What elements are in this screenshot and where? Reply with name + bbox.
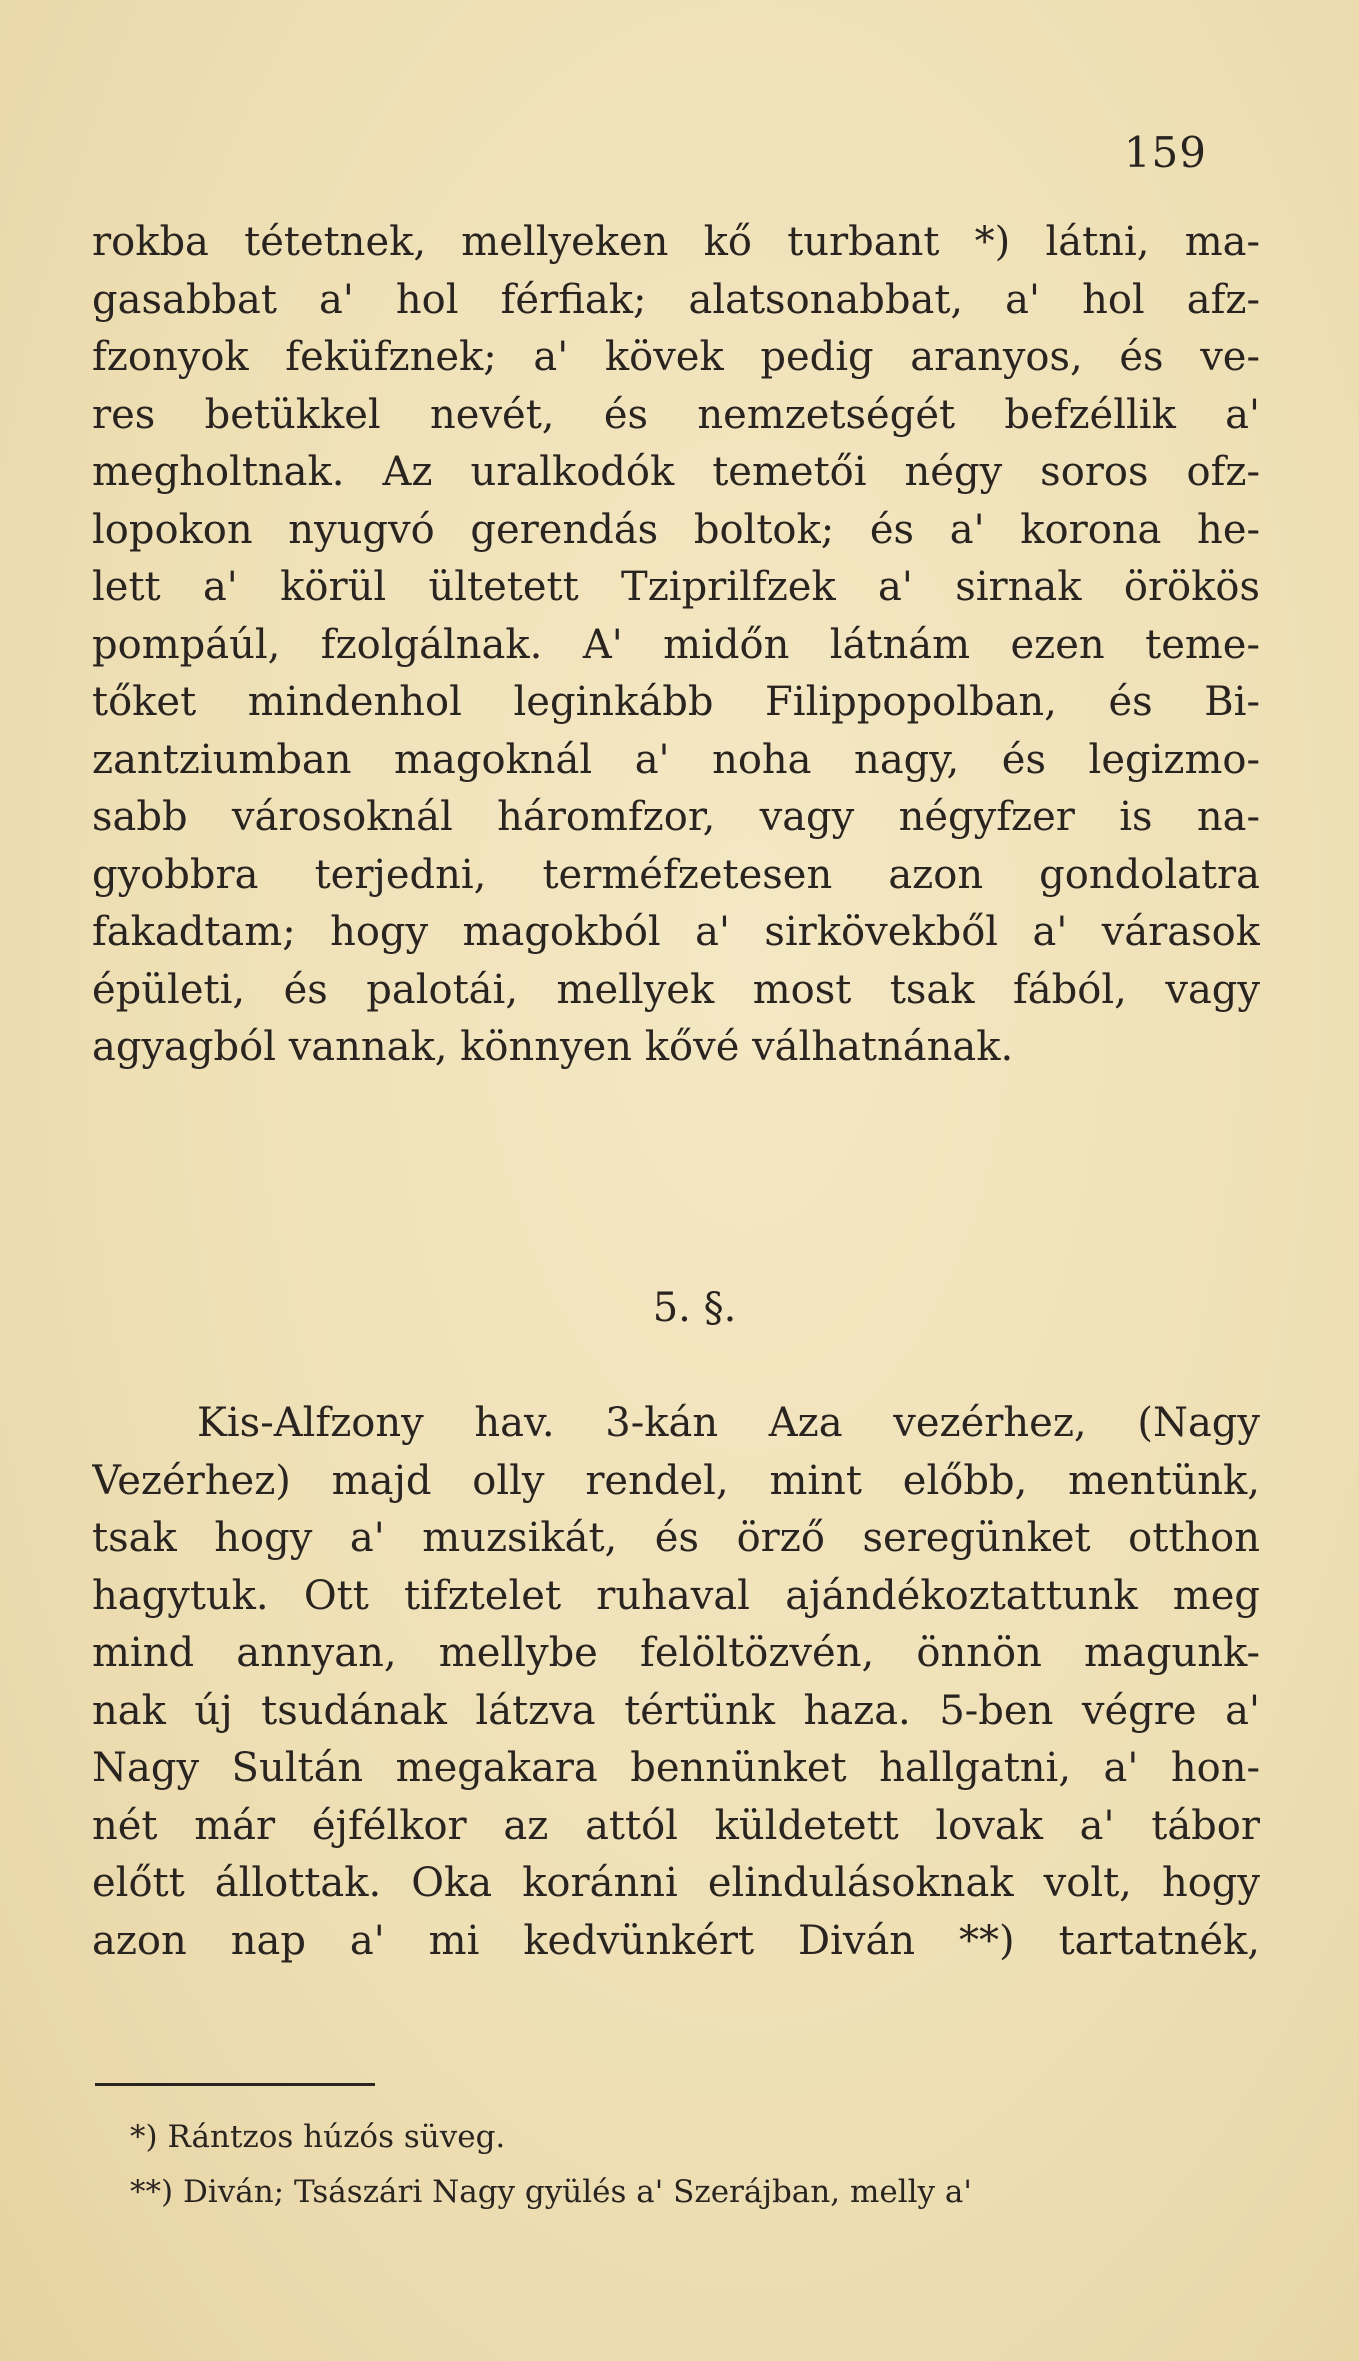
paragraph-1 (92, 214, 1260, 1077)
footnote: **) Diván; Tsászári Nagy gyülés a' Szerájban, melly a' (130, 2174, 972, 2210)
text-line: tőket mindenhol leginkább Filippopolban, és Bi- (92, 679, 1260, 725)
page-number: 159 (1123, 128, 1207, 177)
text-line: fakadtam; hogy magokból a' sirkövekből a' várasok (92, 909, 1260, 955)
text-line: sabb városoknál háromfzor, vagy négyfzer is na- (92, 794, 1260, 840)
text-line: fzonyok feküfznek; a' kövek pedig aranyos, és ve- (92, 334, 1260, 380)
text-line: agyagból vannak, könnyen kővé válhatnának. (92, 1024, 1014, 1070)
footnotes (130, 2110, 1260, 2220)
text-line: pompáúl, fzolgálnak. A' midőn látnám ezen teme- (92, 621, 1260, 668)
text-line: gasabbat a' hol férfiak; alatsonabbat, a' hol afz- (92, 276, 1260, 323)
text-line: res betükkel nevét, és nemzetségét befzéllik a' (92, 391, 1260, 438)
text-line: rokba tétetnek, mellyeken kő turbant *) látni, ma- (92, 219, 1260, 265)
text-line: lopokon nyugvó gerendás boltok; és a' korona he- (92, 506, 1260, 553)
text-line: tsak hogy a' muzsikát, és örző seregünket otthon (92, 1515, 1260, 1561)
text-line: megholtnak. Az uralkodók temetői négy soros ofz- (92, 449, 1260, 495)
section-heading: 5. §. (652, 1285, 737, 1331)
text-line: Nagy Sultán megakara bennünket hallgatni, a' hon- (92, 1745, 1260, 1791)
text-line: nét már éjfélkor az attól küldetett lovak a' tábor (92, 1802, 1260, 1849)
text-line: mind annyan, mellybe felöltözvén, önnön magunk- (92, 1630, 1260, 1676)
text-line: gyobbra terjedni, terméfzetesen azon gondolatra (92, 851, 1260, 898)
paragraph-2 (92, 1395, 1260, 1970)
text-line: azon nap a' mi kedvünkért Diván **) tartatnék, (92, 1917, 1260, 1964)
text-line: lett a' körül ültetett Tziprilfzek a' sirnak örökös (92, 564, 1260, 610)
text-line: nak új tsudának látzva tértünk haza. 5-ben végre a' (92, 1687, 1260, 1734)
text-line: Kis-Alfzony hav. 3-kán Aza vezérhez, (Nagy (197, 1400, 1260, 1446)
text-line: zantziumban magoknál a' noha nagy, és legizmo- (92, 736, 1260, 783)
text-line: Vezérhez) majd olly rendel, mint előbb, mentünk, (92, 1457, 1260, 1504)
text-line: épületi, és palotái, mellyek most tsak fából, vagy (92, 966, 1260, 1013)
footnote-divider (95, 2083, 375, 2086)
text-line: előtt állottak. Oka koránni elindulásoknak volt, hogy (92, 1860, 1260, 1906)
text-line: hagytuk. Ott tifztelet ruhaval ajándékoztattunk meg (92, 1572, 1260, 1619)
footnote: *) Rántzos húzós süveg. (130, 2119, 506, 2155)
